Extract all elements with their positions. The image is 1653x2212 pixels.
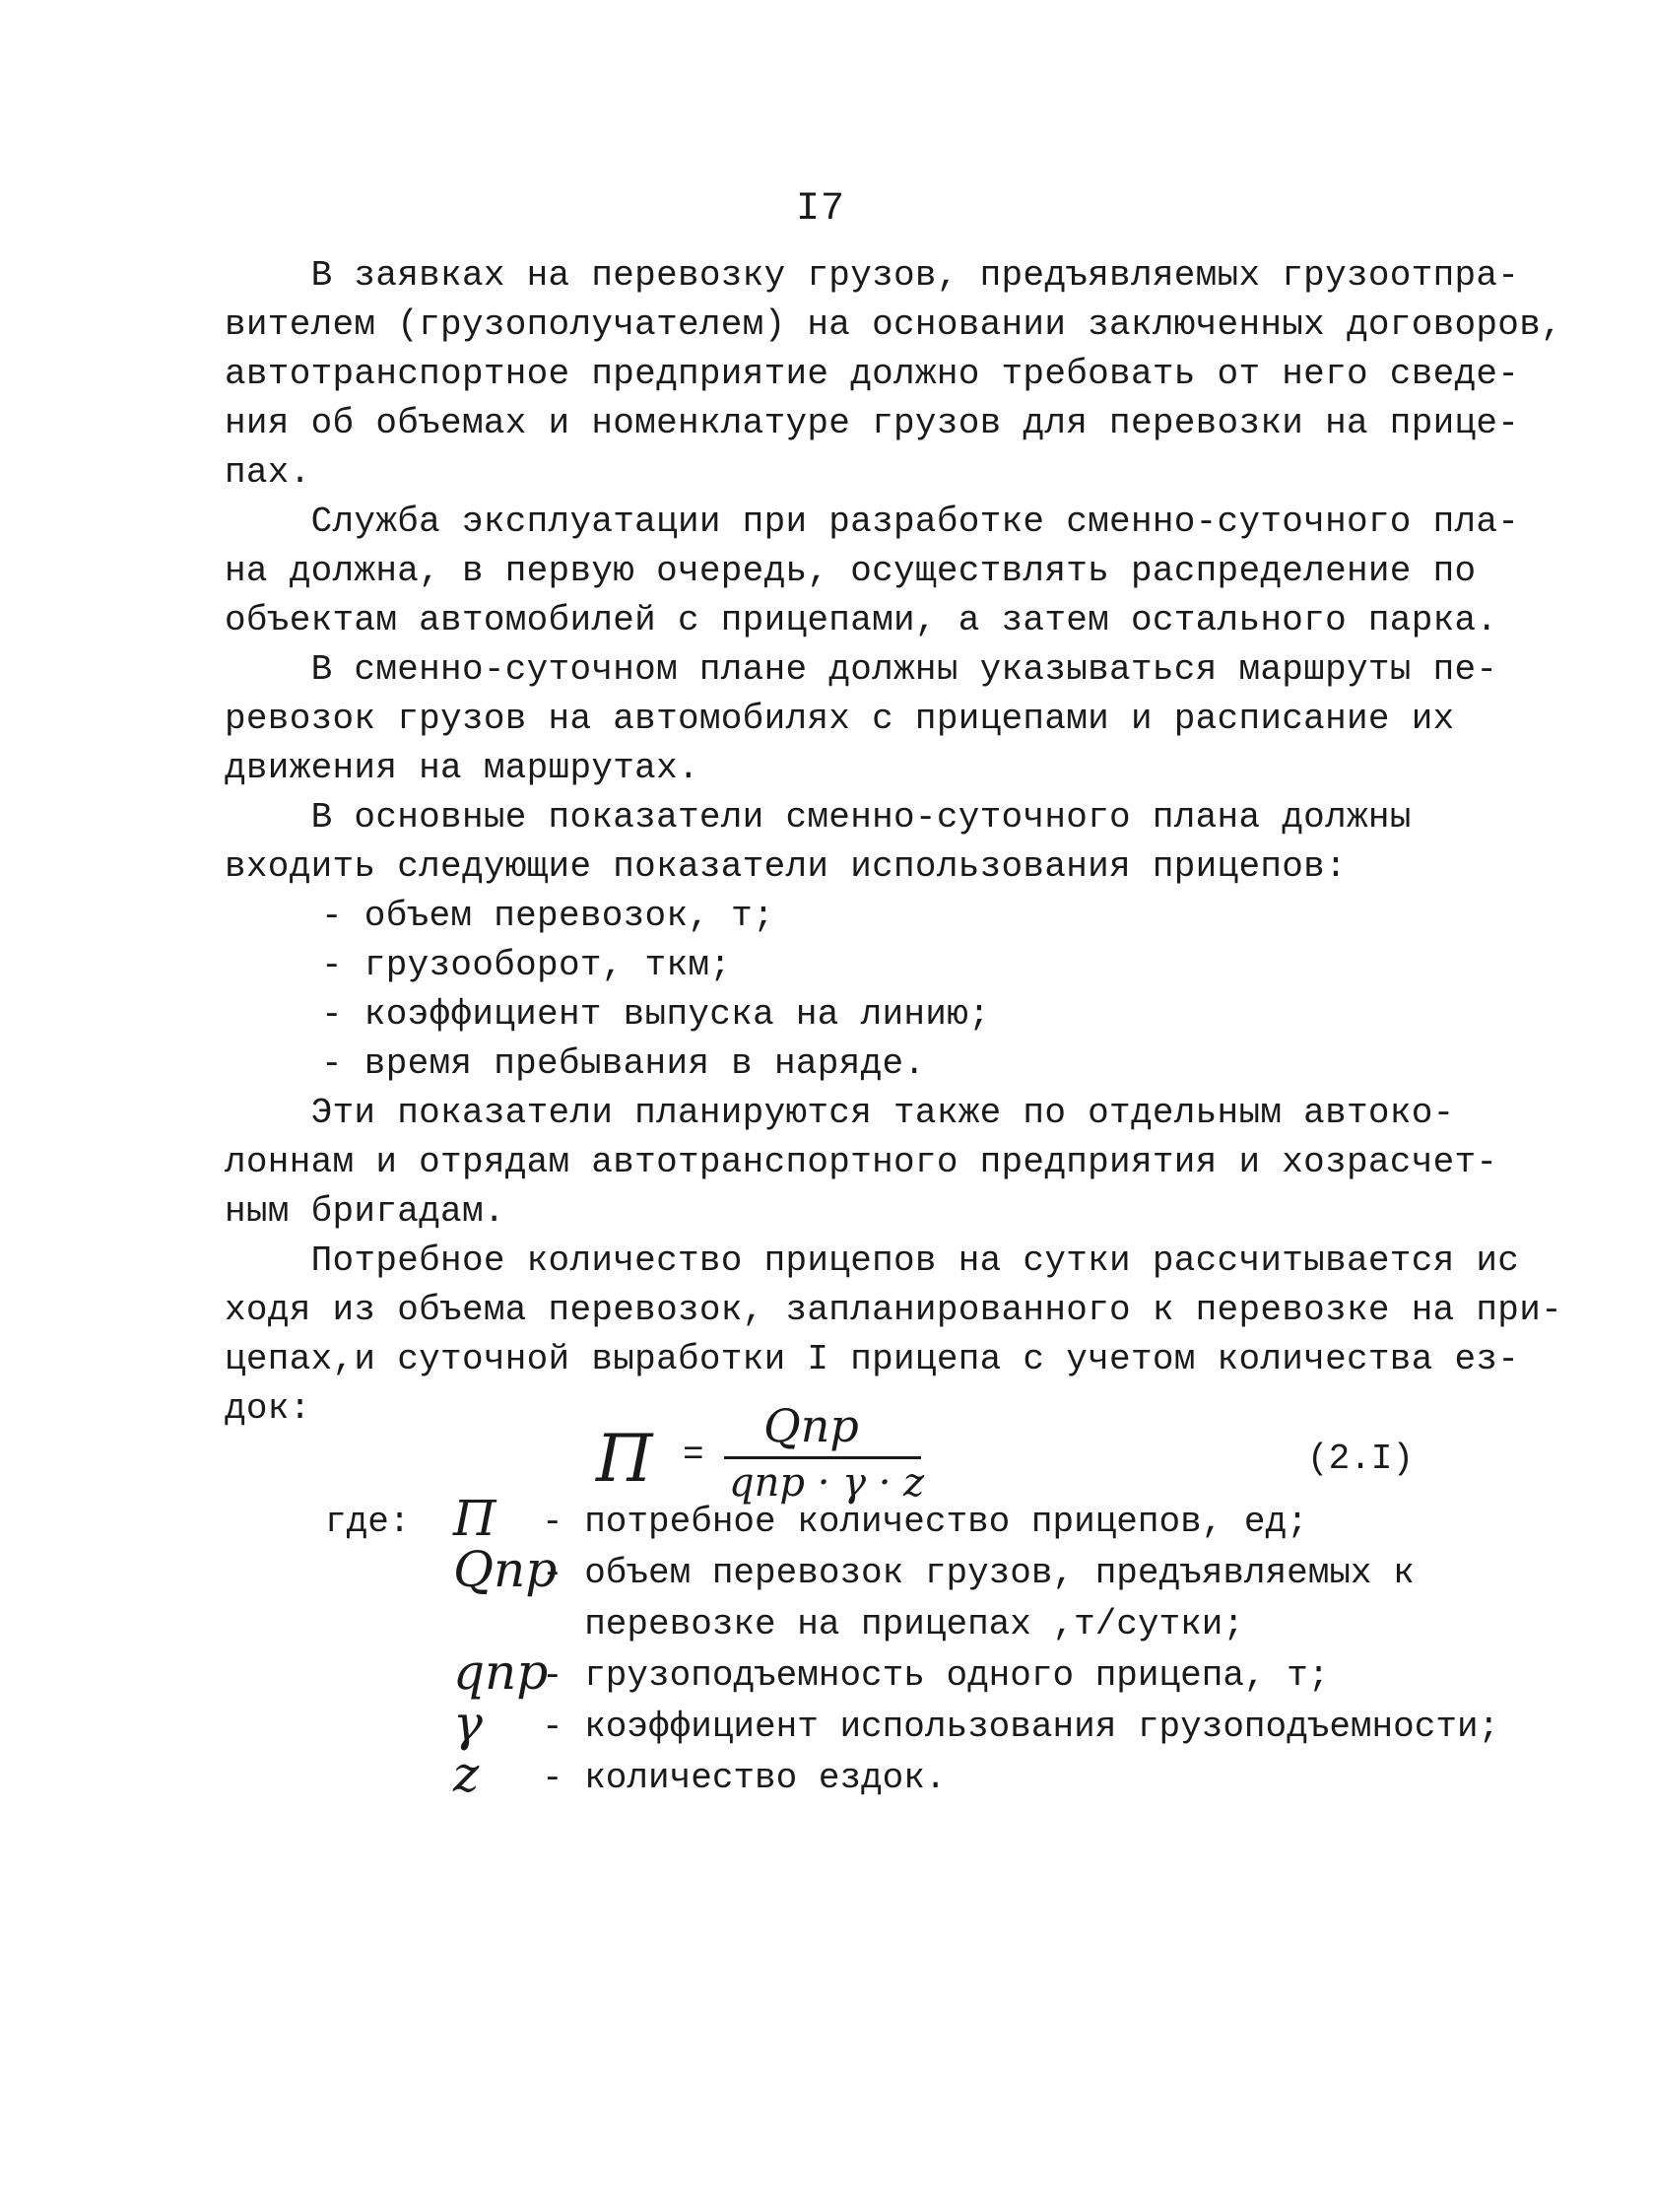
body-line: Эти показатели планируются также по отдельным автоко- (225, 1093, 1455, 1133)
body-line: движения на маршрутах. (225, 748, 699, 788)
body-line: ходя из объема перевозок, запланированного к перевозке на при- (225, 1290, 1563, 1330)
formula-lhs: П (596, 1421, 653, 1497)
body-line: входить следующие показатели использования прицепов: (225, 846, 1347, 887)
body-line: док: (225, 1388, 311, 1429)
legend-row (453, 1490, 1497, 1549)
legend-description: перевозке на прицепах ,т/сутки; (542, 1604, 1244, 1644)
legend-description: - количество ездок. (542, 1758, 947, 1798)
list-item: - грузооборот, ткм; (321, 945, 732, 985)
body-line: ным бригадам. (225, 1191, 505, 1232)
body-line: В основные показатели сменно-суточного плана должны (225, 797, 1412, 838)
body-line: цепах,и суточной выработки I прицепа с учетом количества ез- (225, 1339, 1520, 1379)
legend-description: - объем перевозок грузов, предъявляемых к (542, 1553, 1415, 1593)
formula-numerator: Qпр (763, 1399, 859, 1452)
legend-symbol: qпр (453, 1643, 549, 1701)
legend-description: - коэффициент использования грузоподъемности; (542, 1707, 1500, 1747)
body-line: автотранспортное предприятие должно требовать от него сведе- (225, 354, 1520, 394)
legend-symbol: z (453, 1746, 480, 1803)
formula-2-1 (596, 1399, 1415, 1508)
legend-row (453, 1695, 1500, 1754)
list-item: - коэффициент выпуска на линию; (321, 994, 991, 1035)
body-line: объектам автомобилей с прицепами, а затем остального парка. (225, 600, 1498, 640)
where-label: где: (325, 1502, 411, 1542)
list-item: - время пребывания в наряде. (321, 1043, 926, 1084)
body-line: Служба эксплуатации при разработке сменно-суточного пла- (225, 502, 1520, 542)
fraction-bar (724, 1456, 921, 1459)
legend-symbol: П (453, 1490, 496, 1547)
legend-description: - потребное количество прицепов, ед; (542, 1502, 1308, 1542)
body-line: В сменно-суточном плане должны указываться маршруты пе- (225, 649, 1498, 690)
formula-label: (2.I) (1307, 1439, 1415, 1479)
body-line: лоннам и отрядам автотранспортного предприятия и хозрасчет- (225, 1142, 1498, 1182)
list-item: - объем перевозок, т; (321, 896, 774, 936)
legend-row (453, 1600, 1497, 1651)
legend-row (453, 1746, 1497, 1805)
body-line: вителем (грузополучателем) на основании заключенных договоров, (225, 304, 1563, 345)
body-line: пах. (225, 452, 311, 493)
body-line: ния об объемах и номенклатуре грузов для перевозки на прице- (225, 403, 1520, 443)
body-line: В заявках на перевозку грузов, предъявляемых грузоотпра- (225, 255, 1520, 296)
body-line: Потребное количество прицепов на сутки рассчитывается ис (225, 1240, 1520, 1281)
body-line: на должна, в первую очередь, осуществлять распределение по (225, 551, 1477, 591)
body-line: ревозок грузов на автомобилях с прицепами и расписание их (225, 699, 1455, 739)
formula-equals: = (683, 1435, 704, 1475)
formula-denominator: qпр · γ · z (729, 1460, 925, 1506)
legend-symbol: γ (453, 1695, 483, 1752)
body-text (225, 251, 1563, 1434)
legend-row (453, 1643, 1497, 1703)
page-number: I7 (796, 187, 846, 232)
legend-symbol: Qпр (453, 1541, 558, 1598)
legend-row (453, 1541, 1497, 1600)
legend-description: - грузоподъемность одного прицепа, т; (542, 1655, 1330, 1696)
